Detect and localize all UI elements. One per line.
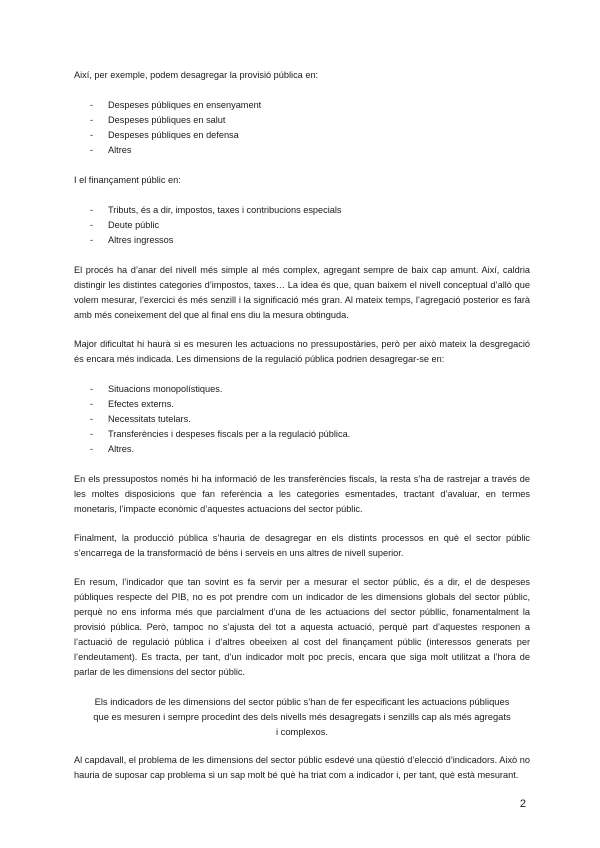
provision-list bbox=[74, 98, 530, 158]
paragraph-process: El procés ha d’anar del nivell més simple al més complex, agregant sempre de baix cap amunt. Així, caldria distingir les distintes categories d’impostos, taxes… La idea és que, quan baixem el nivell conceptual d’allò que volem mesurar, l’exercici és més senzill i la significació més gran. Al mateix temps, l’agregació posterior es farà amb més coneixement del que al final ens diu la mesura obtinguda. bbox=[74, 265, 530, 320]
paragraph-conclusion: Al capdavall, el problema de les dimensions del sector públic esdevé una qüestió d’elecció d’indicadors. Això no hauria de suposar cap problema si un sap molt bé què ha triat com a indicador i, per tant, què està mesurant. bbox=[74, 755, 530, 780]
list-item: - Situacions monopolístiques. bbox=[74, 382, 530, 397]
list-item: - Despeses públiques en salut bbox=[74, 113, 530, 128]
list-item: - Altres. bbox=[74, 442, 530, 457]
document-body bbox=[74, 68, 530, 783]
paragraph-budgets: En els pressupostos només hi ha informació de les transferències fiscals, la resta s’ha de rastrejar a través de les moltes disposicions que fan referència a les categories esmentades, tractant d’avaluar, en termes monetaris, l’impacte econòmic d’aquestes actuacions del sector públic. bbox=[74, 474, 530, 514]
list-item: - Efectes externs. bbox=[74, 397, 530, 412]
paragraph-summary: En resum, l’indicador que tan sovint es fa servir per a mesurar el sector públic, és a dir, el de despeses públiques respecte del PIB, no es pot prendre com un indicador de les dimensions globals del sector públic, perquè no ens informa més que parcialment d’una de les actuacions del sector públlic, fonamentalment la provisió pública. Però, tampoc no s’ajusta del tot a aquesta actuació, perquè part d’aquestes responen a l’actuació de regulació pública i d’altres obeeixen al cost del finançament públic (interessos generats per l’endeutament). Es tracta, per tant, d’un indicador molt poc precís, encara que siga molt utilitzat a l’hora de parlar de les dimensions del sector públic. bbox=[74, 577, 530, 677]
intro-paragraph: Així, per exemple, podem desagregar la provisió pública en: bbox=[74, 70, 319, 80]
regulation-list bbox=[74, 382, 530, 457]
list-item: - Tributs, és a dir, impostos, taxes i contribucions especials bbox=[74, 203, 530, 218]
paragraph-difficulty: Major dificultat hi haurà si es mesuren les actuacions no pressupostàries, però per això mateix la desgregació és encara més indicada. Les dimensions de la regulació pública podrien desagregar-se en: bbox=[74, 339, 530, 364]
financing-list bbox=[74, 203, 530, 248]
financing-intro: I el finançament públic en: bbox=[74, 175, 181, 185]
list-item: - Necessitats tutelars. bbox=[74, 412, 530, 427]
list-item: - Deute públic bbox=[74, 218, 530, 233]
highlighted-statement: Els indicadors de les dimensions del sector públic s’han de fer especificant les actuacions públiques que es mesuren i sempre procedint des dels nivells més desagregats i senzills cap als més agregats i complexos. bbox=[93, 696, 511, 737]
page-number: 2 bbox=[519, 798, 526, 810]
list-item: - Transferències i despeses fiscals per a la regulació pública. bbox=[74, 427, 530, 442]
list-item: - Despeses públiques en defensa bbox=[74, 128, 530, 143]
list-item: - Despeses públiques en ensenyament bbox=[74, 98, 530, 113]
list-item: - Altres bbox=[74, 143, 530, 158]
list-item: - Altres ingressos bbox=[74, 233, 530, 248]
paragraph-production: Finalment, la producció pública s’hauria de desagregar en els distints processos en què el sector públic s’encarrega de la transformació de béns i serveis en uns altres de nivell superior. bbox=[74, 533, 530, 558]
